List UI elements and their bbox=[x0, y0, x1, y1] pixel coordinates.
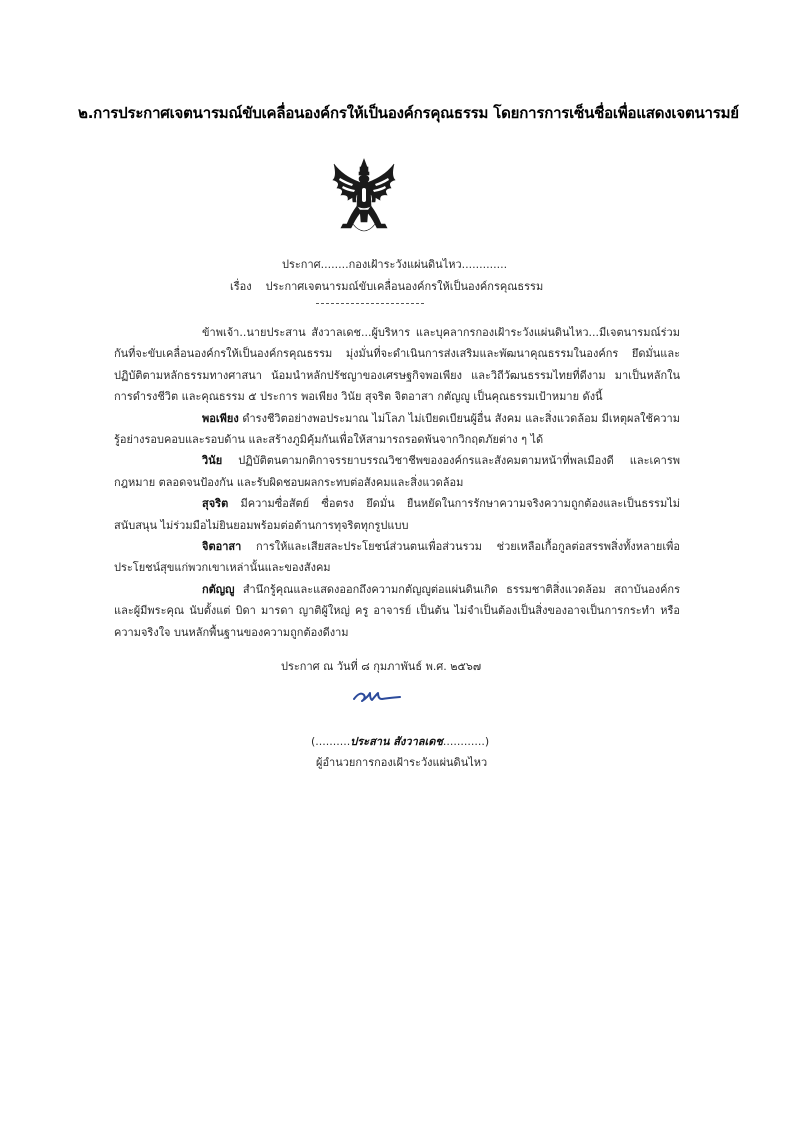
signer-name: ประสาน สังวาลเดช bbox=[350, 735, 443, 748]
subject-label: เรื่อง bbox=[230, 280, 252, 293]
handwritten-signature-icon bbox=[352, 685, 402, 707]
garuda-emblem-icon bbox=[331, 158, 397, 238]
virtue-term: จิตอาสา bbox=[202, 540, 242, 554]
signer-title: ผู้อำนวยการกองเฝ้าระวังแผ่นดินไหว bbox=[316, 756, 488, 769]
page-heading: ๒.การประกาศเจตนารมณ์ขับเคลื่อนองค์กรให้เป็นองค์กรคุณธรรม โดยการการเซ็นชื่อเพื่อแสดงเจตนารมย์ bbox=[78, 104, 739, 122]
virtue-paragraph bbox=[114, 408, 680, 451]
virtue-text: การให้และเสียสละประโยชน์ส่วนตนเพื่อส่วนรวม ช่วยเหลือเกื้อกูลต่อสรรพสิ่งทั้งหลายเพื่อประโยชน์สุขแก่พวกเขาเหล่านั้นและของสังคม bbox=[114, 540, 680, 575]
signer-line bbox=[311, 732, 489, 750]
virtue-text: ปฏิบัติตนตามกติกาจรรยาบรรณวิชาชีพขององค์กรและสังคมตามหน้าที่พลเมืองดี และเคารพกฎหมาย ตลอดจนป้องกัน และรับผิดชอบผลกระทบต่อสังคมและสิ่งแวดล้อม bbox=[114, 454, 680, 489]
virtue-term: พอเพียง bbox=[202, 411, 239, 425]
virtue-term: กตัญญู bbox=[202, 582, 235, 596]
subject-text: ประกาศเจตนารมณ์ขับเคลื่อนองค์กรให้เป็นองค์กรคุณธรรม bbox=[265, 280, 544, 293]
virtue-paragraph bbox=[114, 579, 680, 643]
virtue-paragraph bbox=[114, 493, 680, 536]
virtue-paragraph bbox=[114, 536, 680, 579]
dateline: ประกาศ ณ วันที่ ๘ กุมภาพันธ์ พ.ศ. ๒๕๖๗ bbox=[281, 660, 482, 673]
virtue-text: มีความซื่อสัตย์ ซื่อตรง ยึดมั่น ยืนหยัดในการรักษาความจริงความถูกต้องและเป็นธรรมไม่สนับสนุน ไม่ร่วมมือไม่ยินยอมพร้อมต่อต้านการทุจริตทุกรูปแบบ bbox=[114, 497, 680, 532]
intro-paragraph: ข้าพเจ้า..นายประสาน สังวาลเดช...ผู้บริหาร และบุคลากรกองเฝ้าระวังแผ่นดินไหว...มีเจตนารมณ์ร่วมกันที่จะขับเคลื่อนองค์กรให้เป็นองค์กรคุณธรรม มุ่งมั่นที่จะดำเนินการส่งเสริมและพัฒนาคุณธรรมในองค์กร ยึดมั่นและปฏิบัติตามหลักธรรมทางศาสนา น้อมนำหลักปรัชญาของเศรษฐกิจพอเพียง และวิถีวัฒนธรรมไทยที่ดีงาม มาเป็นหลักในการดำรงชีวิต และคุณธรรม ๕ ประการ พอเพียง วินัย สุจริต จิตอาสา กตัญญู เป็นคุณธรรมเป้าหมาย ดังนี้ bbox=[114, 326, 680, 404]
virtue-text: สำนึกรู้คุณและแสดงออกถึงความกตัญญูต่อแผ่นดินเกิด ธรรมชาติสิ่งแวดล้อม สถาบันองค์กร และผู้มีพระคุณ นับตั้งแต่ บิดา มารดา ญาติผู้ใหญ่ ครู อาจารย์ เป็นต้น ไม่จำเป็นต้องเป็นสิ่งของอาจเป็นการกระทำ หรือความจริงใจ บนหลักพื้นฐานของความถูกต้องดีงาม bbox=[114, 582, 680, 639]
virtue-term: วินัย bbox=[202, 454, 223, 468]
signer-close-paren: ............) bbox=[442, 735, 490, 748]
virtue-paragraph bbox=[114, 450, 680, 493]
virtue-text: ดำรงชีวิตอย่างพอประมาณ ไม่โลภ ไม่เบียดเบียนผู้อื่น สังคม และสิ่งแวดล้อม มีเหตุผลใช้ความรู้อย่างรอบคอบและรอบด้าน และสร้างภูมิคุ้มกันเพื่อให้สามารถรอดพ้นจากวิกฤตภัยต่าง ๆ ได้ bbox=[114, 411, 680, 447]
announcement-subject bbox=[230, 277, 543, 295]
separator-rule bbox=[316, 303, 424, 304]
signer-open-paren: (.......... bbox=[311, 735, 351, 748]
announcement-issuer: ประกาศ........กองเฝ้าระวังแผ่นดินไหว............. bbox=[282, 258, 508, 271]
declaration-body bbox=[114, 322, 680, 643]
virtue-term: สุจริต bbox=[202, 497, 229, 511]
